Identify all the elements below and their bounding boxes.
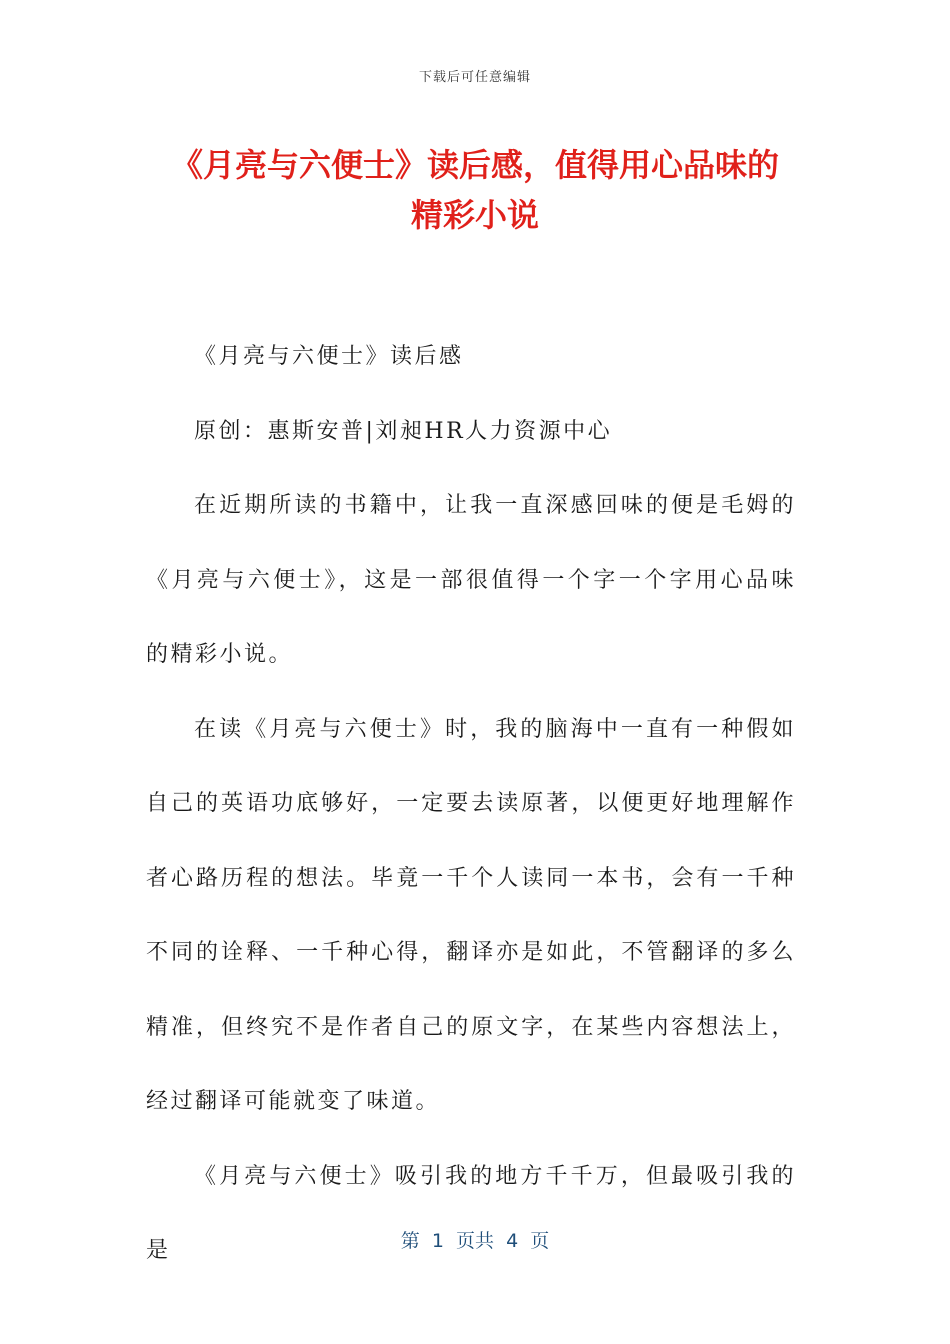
page-number-footer: 第 1 页共 4 页 xyxy=(400,1230,550,1252)
paragraph-source: 原创：惠斯安普|刘昶HR人力资源中心 xyxy=(194,418,613,444)
paragraph-reading-thoughts: 在读《月亮与六便士》时，我的脑海中一直有一种假如自己的英语功底够好，一定要去读原著，以便更好地理解作者心路历程的想法。毕竟一千个人读同一本书，会有一千种不同的诠释、一千种心得，翻译亦是如此，不管翻译的多么精准，但终究不是作者自己的原文字，在某些内容想法上，经过翻译可能就变了味道。 xyxy=(146,716,796,1114)
paragraph-subtitle: 《月亮与六便士》读后感 xyxy=(194,344,464,369)
document-body xyxy=(146,320,796,1289)
paragraph-intro: 在近期所读的书籍中，让我一直深感回味的便是毛姆的《月亮与六便士》，这是一部很值得一个字一个字用心品味的精彩小说。 xyxy=(146,493,796,667)
header-note: 下载后可任意编辑 xyxy=(418,70,531,85)
document-title xyxy=(120,140,830,240)
title-line-2: 精彩小说 xyxy=(410,196,539,234)
title-line-1: 《月亮与六便士》读后感，值得用心品味的 xyxy=(170,146,779,184)
paragraph-attraction: 《月亮与六便士》吸引我的地方千千万，但最吸引我的是 xyxy=(146,1163,796,1263)
